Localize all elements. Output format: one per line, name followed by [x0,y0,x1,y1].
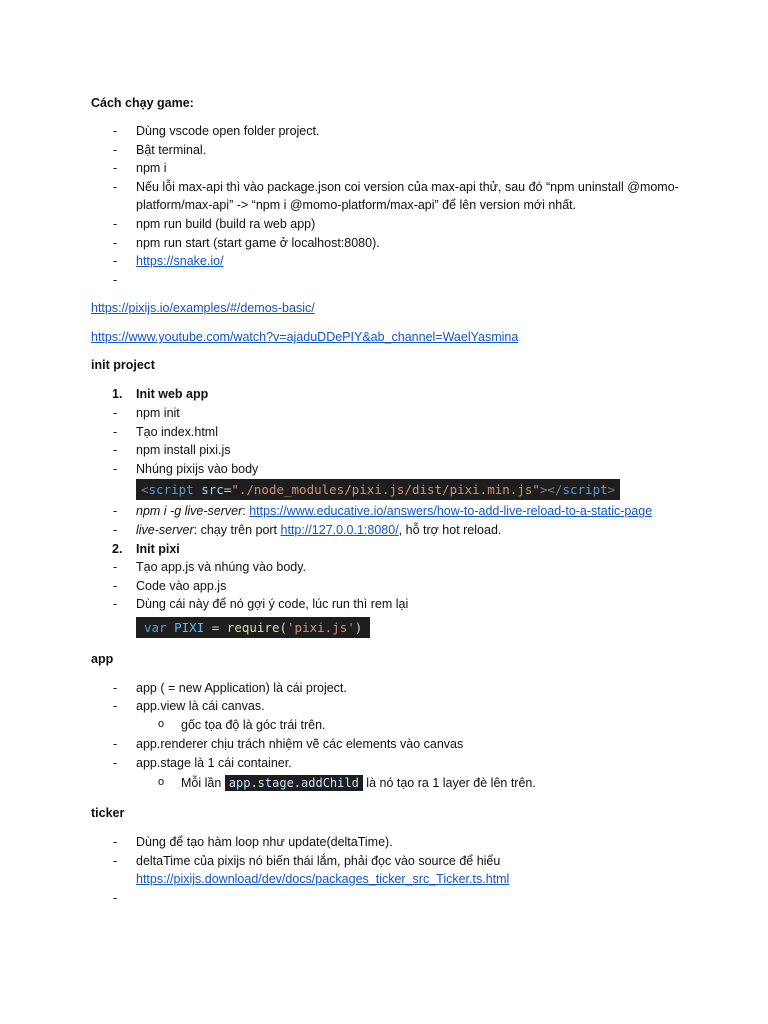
list-item [91,252,711,271]
list-item: - Nhúng pixijs vào body [91,460,711,479]
list-item: - Bật terminal. [91,141,711,160]
list-item: - Nếu lỗi max-api thì vào package.json coi version của max-api thử, sau đó “npm uninstall @momo-platform/max-api” -> “npm i @momo-platform/max-api” để lên version mới nhất. [91,178,711,215]
list-item-live-server-install: - npm i -g live-server: https://www.educative.io/answers/how-to-add-live-reload-to-a-static-page [91,502,711,521]
step-number: 2. [112,541,123,556]
sub-item: o gốc tọa độ là góc trái trên. [91,716,711,735]
youtube-link[interactable]: https://www.youtube.com/watch?v=ajaduDDePIY&ab_channel=WaelYasmina [91,330,519,345]
init-list-cont [91,502,711,614]
educative-link[interactable]: https://www.educative.io/answers/how-to-add-live-reload-to-a-static-page [249,504,653,519]
sub-item-addchild: o Mỗi lần app.stage.addChild là nó tạo ra 1 layer đè lên trên. [91,772,711,794]
heading-app: app [91,651,114,666]
list-item: - app.stage là 1 cái container. [91,754,711,773]
list-item: - npm i [91,159,711,178]
addchild-code: app.stage.addChild [225,775,363,791]
list-item: - deltaTime của pixijs nó biến thái lắm, phải đọc vào source để hiểu https://pixijs.download/dev/docs/packages_ticker_src_Ticker.ts.html [91,852,711,889]
list-item: - Dùng cái này để nó gợi ý code, lúc run thì rem lại [91,595,711,614]
list-item: - npm run start (start game ở localhost:8080). [91,234,711,253]
heading-ticker: ticker [91,806,125,821]
list-item: - Tạo index.html [91,423,711,442]
list-item: - Dùng vscode open folder project. [91,122,711,141]
list-item: - app.view là cái canvas. [91,697,711,716]
localhost-link[interactable]: http://127.0.0.1:8080/ [280,522,399,537]
numbered-step-1 [91,385,711,404]
list-item: - Code vào app.js [91,577,711,596]
list-item: - app ( = new Application) là cái project. [91,679,711,698]
list-item: - app.renderer chịu trách nhiệm vẽ các elements vào canvas [91,735,711,754]
run-steps-list [91,122,711,289]
document-page [91,94,711,908]
snake-link[interactable]: https://snake.io/ [136,254,224,269]
init-list [91,385,711,478]
script-code-block: <script src="./node_modules/pixi.js/dist/pixi.min.js"></script> [91,479,711,500]
app-list-cont [91,735,711,772]
step-title: Init web app [136,387,209,402]
list-item: - Tạo app.js và nhúng vào body. [91,558,711,577]
step-title: Init pixi [136,541,180,556]
ticker-source-link[interactable]: https://pixijs.download/dev/docs/packages_ticker_src_Ticker.ts.html [136,872,510,887]
step-number: 1. [112,387,123,402]
list-item-empty [91,889,711,908]
list-item: - npm run build (build ra web app) [91,215,711,234]
list-item-empty [91,271,711,290]
require-code-block: var PIXI = require('pixi.js') [91,617,711,638]
numbered-step-2 [91,540,711,559]
heading-run-game: Cách chạy game: [91,96,194,110]
pixi-examples-link[interactable]: https://pixijs.io/examples/#/demos-basic/ [91,301,315,316]
app-list [91,679,711,716]
list-item-live-server-desc: - live-server: chạy trên port http://127.0.0.1:8080/, hỗ trợ hot reload. [91,521,711,540]
ticker-list [91,833,711,907]
list-item: - Dùng để tạo hàm loop như update(deltaTime). [91,833,711,852]
heading-init-project: init project [91,358,155,373]
list-item: - npm init [91,404,711,423]
list-item: - npm install pixi.js [91,441,711,460]
